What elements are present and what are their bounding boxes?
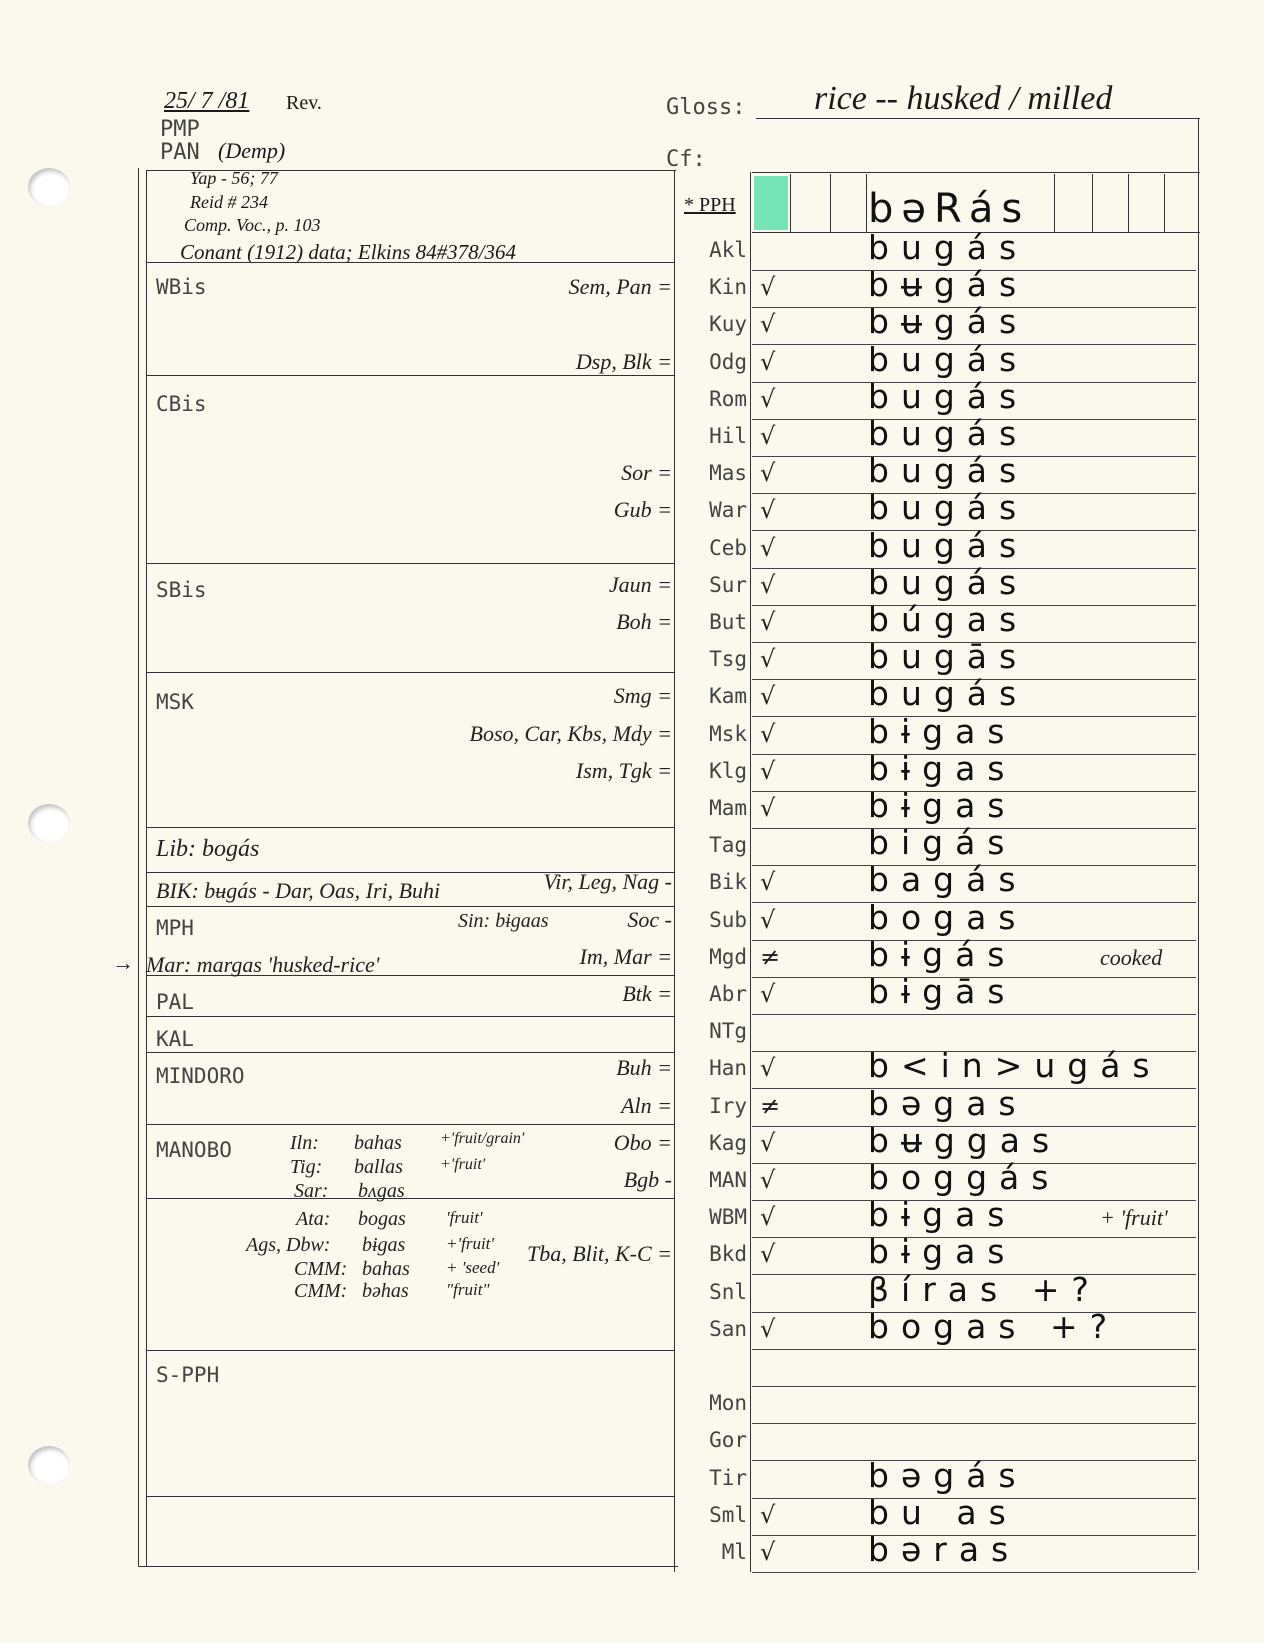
cognate-row xyxy=(0,1493,1264,1536)
language-code: NTg xyxy=(709,1019,747,1043)
language-code: Mon xyxy=(709,1391,747,1415)
check-mark: √ xyxy=(760,608,776,636)
punch-hole-top xyxy=(28,168,70,206)
language-code: Mgd xyxy=(709,945,747,969)
row-left-note: Gub = xyxy=(613,497,672,522)
sm-form: bogas xyxy=(358,1208,406,1230)
group-kal: KAL xyxy=(156,1027,194,1051)
sm-gloss: "fruit" xyxy=(446,1280,490,1299)
cognate-row xyxy=(0,1084,1264,1127)
reflex-form: bɨgas xyxy=(868,786,1017,825)
check-mark: √ xyxy=(760,645,776,673)
cognate-row xyxy=(0,860,1264,903)
cognate-row xyxy=(0,898,1264,941)
language-code: Sub xyxy=(709,908,747,932)
proto-cell-line xyxy=(790,174,791,232)
row-left-note: Buh = xyxy=(616,1055,672,1080)
cognate-row xyxy=(0,600,1264,643)
language-code: Tag xyxy=(709,833,747,857)
check-mark: √ xyxy=(760,980,776,1008)
cognate-row xyxy=(0,228,1264,271)
cognate-row xyxy=(0,674,1264,717)
reflex-note: + 'fruit' xyxy=(1100,1205,1168,1230)
language-code: Abr xyxy=(709,982,747,1006)
row-left-note: Obo = xyxy=(613,1130,672,1155)
manobo-gloss: +'fruit' xyxy=(440,1156,486,1173)
row-left-note: Boh = xyxy=(616,609,672,634)
cognate-row xyxy=(0,712,1264,755)
ref-line-4: Conant (1912) data; Elkins 84#378/364 xyxy=(180,240,516,264)
cognate-row xyxy=(0,1307,1264,1350)
cf-underline xyxy=(752,172,1200,173)
cognate-row xyxy=(0,935,1264,978)
reflex-form: bɨgās xyxy=(868,972,1017,1011)
reflex-form: bu as xyxy=(868,1493,1018,1532)
row-left-note: Smg = xyxy=(613,683,672,708)
proto-cell-line xyxy=(1054,174,1055,232)
check-mark: √ xyxy=(760,459,776,487)
sm-gloss: 'fruit' xyxy=(446,1208,483,1227)
reflex-form: bagás xyxy=(868,860,1028,899)
check-mark: √ xyxy=(760,310,776,338)
manobo-form: bahas xyxy=(354,1132,402,1154)
cognate-row xyxy=(0,823,1264,866)
reflex-form: bʉgás xyxy=(868,265,1029,304)
language-code: MAN xyxy=(709,1168,747,1192)
reflex-form: bugás xyxy=(868,228,1029,267)
cognate-row xyxy=(0,1195,1264,1238)
cognate-row xyxy=(0,265,1264,308)
language-code: Gor xyxy=(709,1428,747,1452)
reflex-form: bugás xyxy=(868,414,1029,453)
reflex-form: bugás xyxy=(868,451,1029,490)
sm-form: bəhas xyxy=(362,1280,409,1302)
cognate-row xyxy=(0,637,1264,680)
reflex-form: bɨgás xyxy=(868,935,1017,974)
reflex-form: bugás xyxy=(868,488,1029,527)
check-mark: √ xyxy=(760,720,776,748)
pmp-label: PMP xyxy=(160,117,200,142)
sm-lang: Ata: xyxy=(296,1208,331,1230)
reflex-form: bugás xyxy=(868,674,1029,713)
cognate-row xyxy=(0,302,1264,345)
row-left-note: Boso, Car, Kbs, Mdy = xyxy=(469,721,672,746)
reflex-form: bɨgas xyxy=(868,712,1017,751)
check-mark: √ xyxy=(760,1166,776,1194)
reflex-form: bugás xyxy=(868,377,1029,416)
cognate-row xyxy=(0,1530,1264,1573)
proto-cell-line xyxy=(1164,174,1165,232)
cognate-row xyxy=(0,563,1264,606)
manobo-gloss: +'fruit/grain' xyxy=(440,1130,525,1147)
check-mark: √ xyxy=(760,348,776,376)
language-code: Tir xyxy=(709,1466,747,1490)
check-mark: √ xyxy=(760,496,776,524)
language-code: San xyxy=(709,1317,747,1341)
reflex-form: bʉgás xyxy=(868,302,1029,341)
arrow-icon: → xyxy=(112,950,134,975)
group-mindoro: MINDORO xyxy=(156,1064,245,1088)
reflex-form: bugās xyxy=(868,637,1029,676)
language-code: Kag xyxy=(709,1131,747,1155)
sm-gloss: + 'seed' xyxy=(446,1258,500,1277)
language-code: Msk xyxy=(709,722,747,746)
check-mark: √ xyxy=(760,868,776,896)
manobo-lang: Tig: xyxy=(290,1156,323,1178)
mar-note: Mar: margas 'husked-rice' xyxy=(146,952,380,977)
manobo-lang: Iln: xyxy=(290,1132,319,1154)
language-code: Hil xyxy=(709,424,747,448)
manobo-form: ballas xyxy=(354,1156,403,1178)
check-mark: √ xyxy=(760,906,776,934)
row-left-note: Soc - xyxy=(627,907,672,932)
check-mark: √ xyxy=(760,1538,776,1566)
language-code: Han xyxy=(709,1056,747,1080)
cognate-row xyxy=(0,340,1264,383)
sm-lang: CMM: xyxy=(294,1258,348,1280)
group-pal: PAL xyxy=(156,990,194,1014)
reflex-form: bogas +? xyxy=(868,1307,1120,1346)
language-code: Odg xyxy=(709,350,747,374)
sm-gloss: +'fruit' xyxy=(446,1234,495,1253)
reflex-form: boggás xyxy=(868,1158,1061,1197)
reflex-form: βíras +? xyxy=(868,1270,1101,1309)
language-code: Ceb xyxy=(709,536,747,560)
row-left-note: Sor = xyxy=(621,460,672,485)
check-mark: √ xyxy=(760,273,776,301)
language-code: Kuy xyxy=(709,312,747,336)
sm-form: bɨgas xyxy=(362,1234,406,1256)
reflex-form: búgas xyxy=(868,600,1029,639)
cognate-row xyxy=(0,1158,1264,1201)
reflex-form: bɨgas xyxy=(868,749,1017,788)
check-mark: √ xyxy=(760,1501,776,1529)
group-cbis: CBis xyxy=(156,392,207,416)
language-code: Tsg xyxy=(709,647,747,671)
cognate-row xyxy=(0,451,1264,494)
row-left-note: Vir, Leg, Nag - xyxy=(543,869,672,894)
cognate-row xyxy=(0,526,1264,569)
proto-cell-line xyxy=(866,174,867,232)
bik-note: BIK: bʉgás - Dar, Oas, Iri, Buhi xyxy=(156,878,441,903)
language-code: Mam xyxy=(709,796,747,820)
check-mark: √ xyxy=(760,534,776,562)
ref-line-3: Comp. Voc., p. 103 xyxy=(184,215,321,235)
reflex-form: bəgas xyxy=(868,1084,1028,1123)
reflex-form: bigás xyxy=(868,823,1017,862)
sin-note: Sin: bɨgaas xyxy=(458,910,549,932)
date: 25/ 7 /81 xyxy=(164,88,250,114)
group-spph: S-PPH xyxy=(156,1363,220,1387)
reflex-form: bəgás xyxy=(868,1456,1028,1495)
lib-note: Lib: bogás xyxy=(156,836,260,862)
cognate-row xyxy=(0,786,1264,829)
check-mark: √ xyxy=(760,794,776,822)
reflex-form: b<in>ugás xyxy=(868,1046,1162,1085)
language-code: Ml xyxy=(721,1540,747,1564)
group-sbis: SBis xyxy=(156,578,207,602)
language-code: Iry xyxy=(709,1094,747,1118)
sm-lang: Ags, Dbw: xyxy=(246,1234,331,1256)
ref-line-1: Yap - 56; 77 xyxy=(190,168,278,188)
cognate-row xyxy=(0,749,1264,792)
sm-form: bahas xyxy=(362,1258,410,1280)
language-code: Rom xyxy=(709,387,747,411)
language-code: Snl xyxy=(709,1280,747,1304)
row-left-note: Btk = xyxy=(622,981,672,1006)
row-rule xyxy=(752,1572,1196,1573)
check-mark: √ xyxy=(760,757,776,785)
proto-cell-line xyxy=(1128,174,1129,232)
language-code: Sur xyxy=(709,573,747,597)
proto-form: bəRás xyxy=(868,186,1031,232)
language-code: Kin xyxy=(709,275,747,299)
reflex-form: bugás xyxy=(868,340,1029,379)
group-msk: MSK xyxy=(156,690,194,714)
check-mark: √ xyxy=(760,1129,776,1157)
sm-lang: CMM: xyxy=(294,1280,348,1302)
language-code: Mas xyxy=(709,461,747,485)
pan-label: PAN xyxy=(160,140,200,165)
language-code: Klg xyxy=(709,759,747,783)
reflex-form: bɨgas xyxy=(868,1195,1017,1234)
check-mark: √ xyxy=(760,1240,776,1268)
check-mark: ≠ xyxy=(760,1092,781,1120)
cognate-row xyxy=(0,488,1264,531)
reflex-form: bugás xyxy=(868,526,1029,565)
row-left-note: Dsp, Blk = xyxy=(575,349,672,374)
proto-cell-line xyxy=(830,174,831,232)
reflex-form: bəras xyxy=(868,1530,1021,1569)
manobo-form: bʌgas xyxy=(358,1180,405,1202)
cognate-row xyxy=(0,1424,1264,1461)
reflex-form: bugás xyxy=(868,563,1029,602)
language-code: Akl xyxy=(709,238,747,262)
row-left-note: Tba, Blit, K-C = xyxy=(526,1241,672,1266)
ref-line-2: Reid # 234 xyxy=(190,192,268,212)
cognate-row xyxy=(0,1456,1264,1499)
group-wbis: WBis xyxy=(156,275,207,299)
cognate-row xyxy=(0,1387,1264,1424)
pan-note: (Demp) xyxy=(218,138,286,163)
cognate-row xyxy=(0,1121,1264,1164)
manobo-lang: Sar: xyxy=(294,1180,329,1202)
row-left-note: Bgb - xyxy=(623,1167,672,1192)
cf-label: Cf: xyxy=(666,147,706,172)
check-mark: √ xyxy=(760,422,776,450)
row-left-note: Ism, Tgk = xyxy=(575,758,672,783)
cognate-row xyxy=(0,1046,1264,1089)
rev-label: Rev. xyxy=(286,92,322,114)
group-manobo: MANOBO xyxy=(156,1138,232,1162)
check-mark: √ xyxy=(760,1315,776,1343)
cognate-row xyxy=(0,972,1264,1015)
proto-cell-line xyxy=(1092,174,1093,232)
reflex-form: bogas xyxy=(868,898,1028,937)
check-mark: √ xyxy=(760,682,776,710)
top-border xyxy=(146,170,676,171)
check-mark: √ xyxy=(760,1054,776,1082)
gloss-value: rice -- husked / milled xyxy=(814,80,1113,117)
gloss-label: Gloss: xyxy=(666,95,746,120)
language-code: WBM xyxy=(709,1205,747,1229)
language-code: Bik xyxy=(709,870,747,894)
check-mark: ≠ xyxy=(760,943,781,971)
highlight-marker xyxy=(754,176,788,230)
language-code: Sml xyxy=(709,1503,747,1527)
group-mph: MPH xyxy=(156,916,194,940)
proto-code: * PPH xyxy=(684,194,736,216)
language-code: War xyxy=(709,498,747,522)
reflex-form: bɨgas xyxy=(868,1232,1017,1271)
check-mark: √ xyxy=(760,571,776,599)
cognate-row xyxy=(0,414,1264,457)
language-code: Bkd xyxy=(709,1242,747,1266)
language-code: But xyxy=(709,610,747,634)
check-mark: √ xyxy=(760,1203,776,1231)
row-left-note: Aln = xyxy=(621,1093,672,1118)
cognate-row xyxy=(0,1350,1264,1387)
row-left-note: Im, Mar = xyxy=(579,944,672,969)
language-code: Kam xyxy=(709,684,747,708)
reflex-note: cooked xyxy=(1100,945,1163,970)
gloss-underline xyxy=(756,118,1200,119)
row-left-note: Sem, Pan = xyxy=(568,274,672,299)
reflex-form: bʉggas xyxy=(868,1121,1062,1160)
cognate-row xyxy=(0,377,1264,420)
check-mark: √ xyxy=(760,385,776,413)
row-left-note: Jaun = xyxy=(608,572,672,597)
